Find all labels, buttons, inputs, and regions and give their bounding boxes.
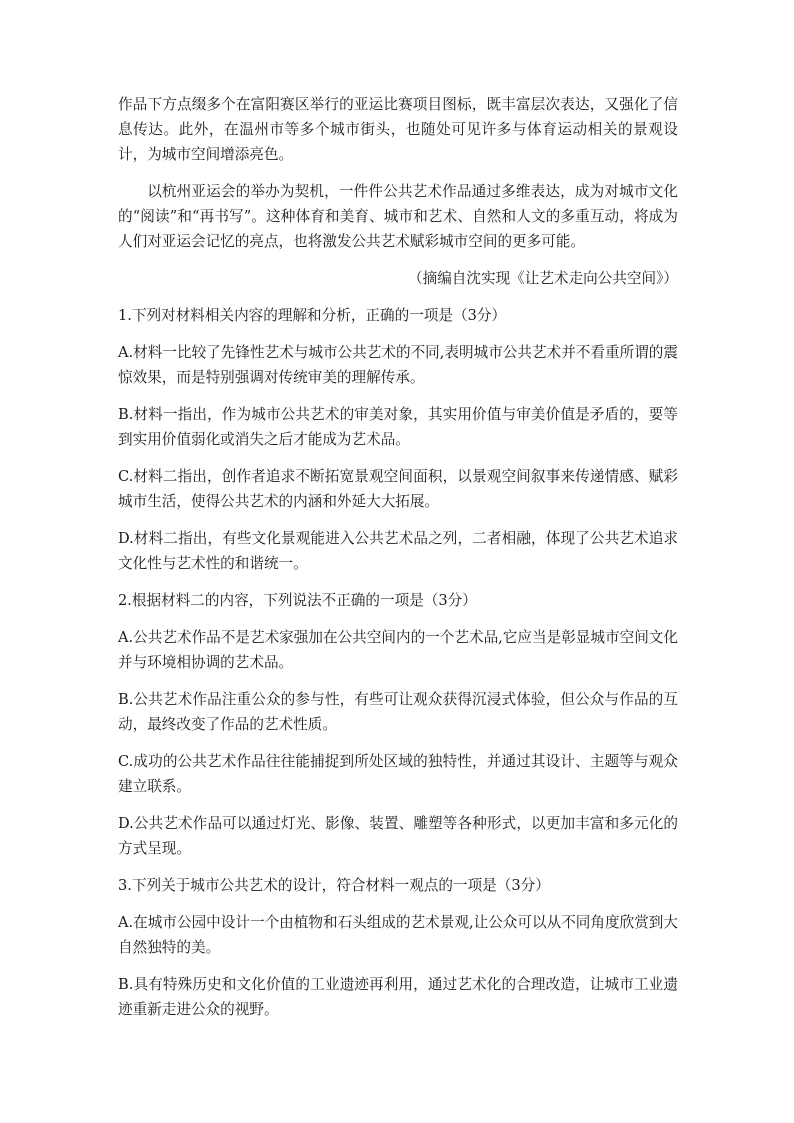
question-option: A.公共艺术作品不是艺术家强加在公共空间内的一个艺术品,它应当是彰显城市空间文化并与环境相协调的艺术品。 [118,629,678,671]
question-2 [118,588,678,861]
question-option: B.材料一指出，作为城市公共艺术的审美对象，其实用价值与审美价值是矛盾的，要等到实用价值弱化或消失之后才能成为艺术品。 [118,406,678,448]
question-stem: 2.根据材料二的内容，下列说法不正确的一项是（3分） [118,592,477,609]
passage-paragraph-2: 以杭州亚运会的举办为契机，一件件公共艺术作品通过多维表达，成为对城市文化的“阅读”和“再书写”。这种体育和美育、城市和艺术、自然和人文的多重互动，将成为人们对亚运会记忆的亮点，也将激发公共艺术赋彩城市空间的更多可能。 [118,183,678,250]
question-1 [118,303,678,576]
question-option: C.成功的公共艺术作品往往能捕捉到所处区域的独特性，并通过其设计、主题等与观众建立联系。 [118,753,678,795]
question-option: A.在城市公园中设计一个由植物和石头组成的艺术景观,让公众可以从不同角度欣赏到大自然独特的美。 [118,914,678,956]
passage-source: （摘编自沈实现《让艺术走向公共空间》） [408,270,678,287]
question-option: D.材料二指出，有些文化景观能进入公共艺术品之列，二者相融，体现了公共艺术追求文化性与艺术性的和谐统一。 [118,530,678,572]
question-option: B.公共艺术作品注重公众的参与性，有些可让观众获得沉浸式体验，但公众与作品的互动，最终改变了作品的艺术性质。 [118,691,678,733]
question-stem: 1.下列对材料相关内容的理解和分析，正确的一项是（3分） [118,307,507,324]
question-option: C.材料二指出，创作者追求不断拓宽景观空间面积，以景观空间叙事来传递情感、赋彩城市生活，使得公共艺术的内涵和外延大大拓展。 [118,468,678,510]
question-option: A.材料一比较了先锋性艺术与城市公共艺术的不同,表明城市公共艺术并不看重所谓的震惊效果，而是特别强调对传统审美的理解传承。 [118,344,678,386]
passage-paragraph-1: 作品下方点缀多个在富阳赛区举行的亚运比赛项目图标，既丰富层次表达，又强化了信息传达。此外，在温州市等多个城市街头，也随处可见许多与体育运动相关的景观设计，为城市空间增添亮色。 [118,96,678,163]
question-3 [118,873,678,1022]
question-option: D.公共艺术作品可以通过灯光、影像、装置、雕塑等各种形式，以更加丰富和多元化的方式呈现。 [118,815,678,857]
question-stem: 3.下列关于城市公共艺术的设计，符合材料一观点的一项是（3分） [118,877,550,894]
document-page [118,92,678,1034]
question-option: B.具有特殊历史和文化价值的工业遗迹再利用，通过艺术化的合理改造，让城市工业遗迹重新走进公众的视野。 [118,976,678,1018]
